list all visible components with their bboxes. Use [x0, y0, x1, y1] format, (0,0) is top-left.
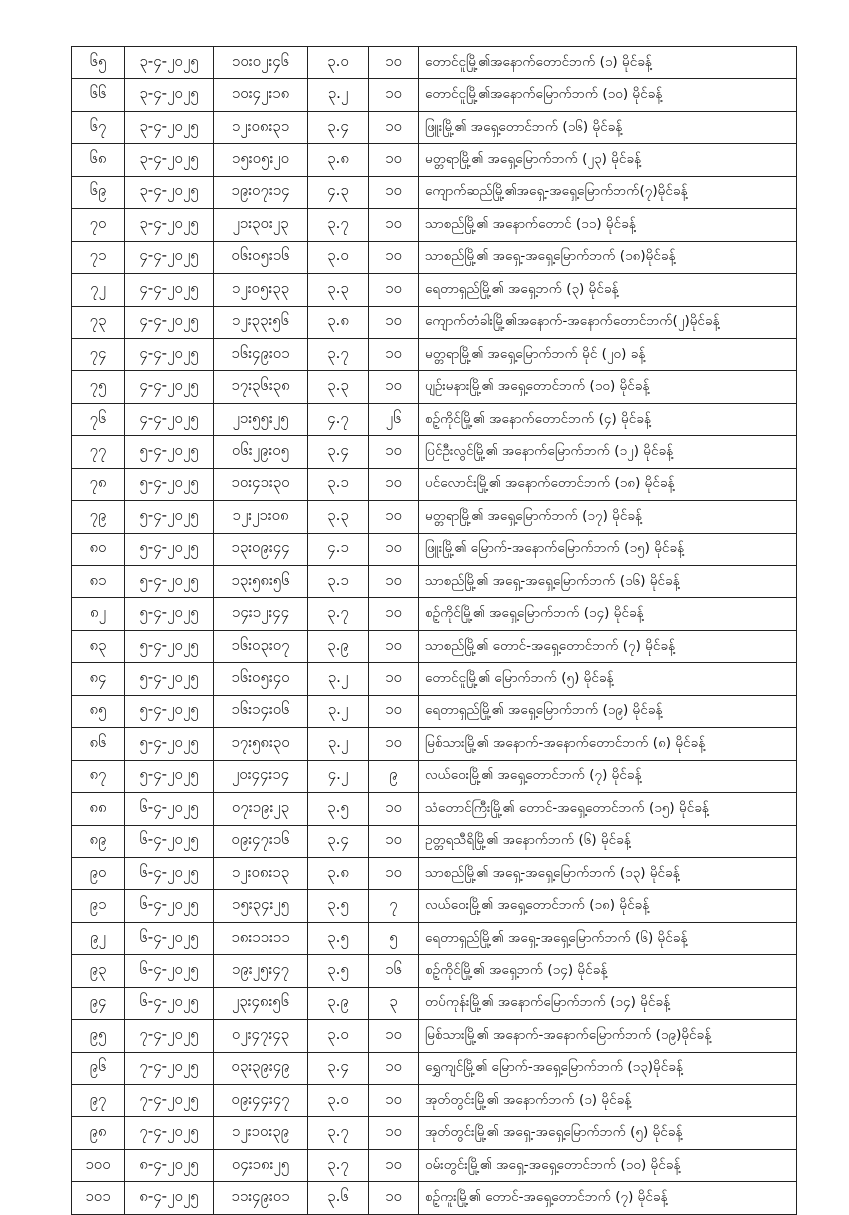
event-date-cell: ၈-၄-၂၀၂၅ [125, 1182, 214, 1214]
table-row [72, 598, 797, 630]
location-cell: တောင်ငူမြို့၏အနောက်တောင်ဘက် (၁) မိုင်ခန့် [419, 47, 797, 79]
magnitude-cell: ၃.၄ [308, 111, 369, 143]
location-cell: သာစည်မြို့၏ အရှေ့-အရှေ့မြောက်ဘက် (၁၈)မိုင်ခန့် [419, 241, 797, 273]
depth-cell: ၃ [369, 987, 419, 1019]
row-number-cell: ၉၈ [72, 1117, 125, 1149]
magnitude-cell: ၃.၀ [308, 1020, 369, 1052]
table-row [72, 1117, 797, 1149]
event-time-cell: ၁၅း၃၄း၂၅ [214, 890, 308, 922]
earthquake-table-container [71, 46, 797, 1215]
magnitude-cell: ၄.၂ [308, 760, 369, 792]
event-time-cell: ၁၂း၀၈း၁၃ [214, 857, 308, 889]
row-number-cell: ၈၁ [72, 566, 125, 598]
table-row [72, 1085, 797, 1117]
table-row [72, 955, 797, 987]
event-time-cell: ၁၀း၀၂း၄၆ [214, 47, 308, 79]
row-number-cell: ၈၈ [72, 793, 125, 825]
magnitude-cell: ၃.၇ [308, 1117, 369, 1149]
table-row [72, 47, 797, 79]
table-row [72, 176, 797, 208]
row-number-cell: ၉၆ [72, 1052, 125, 1084]
depth-cell: ၁၀ [369, 1149, 419, 1181]
table-row [72, 274, 797, 306]
event-time-cell: ၁၆း၀၃း၀၇ [214, 630, 308, 662]
table-row [72, 793, 797, 825]
location-cell: ပြင်ဦးလွင်မြို့၏ အနောက်မြောက်ဘက် (၁၂) မိုင်ခန့် [419, 436, 797, 468]
location-cell: သာစည်မြို့၏ အရှေ့-အရှေ့မြောက်ဘက် (၁၆) မိုင်ခန့် [419, 566, 797, 598]
row-number-cell: ၇၄ [72, 338, 125, 370]
event-time-cell: ၁၁း၄၉း၀၁ [214, 1182, 308, 1214]
location-cell: တပ်ကုန်းမြို့၏ အနောက်မြောက်ဘက် (၁၄) မိုင်ခန့် [419, 987, 797, 1019]
location-cell: အုတ်တွင်းမြို့၏ အနောက်ဘက် (၁) မိုင်ခန့် [419, 1085, 797, 1117]
event-time-cell: ၁၂း၀၅း၃၃ [214, 274, 308, 306]
row-number-cell: ၉၁ [72, 890, 125, 922]
event-date-cell: ၄-၄-၂၀၂၅ [125, 338, 214, 370]
location-cell: မြစ်သားမြို့၏ အနောက်-အနောက်မြောက်ဘက် (၁၉)မိုင်ခန့် [419, 1020, 797, 1052]
depth-cell: ၁၀ [369, 274, 419, 306]
depth-cell: ၁၀ [369, 111, 419, 143]
row-number-cell: ၁၀၁ [72, 1182, 125, 1214]
magnitude-cell: ၃.၁ [308, 468, 369, 500]
magnitude-cell: ၃.၂ [308, 79, 369, 111]
row-number-cell: ၈၃ [72, 630, 125, 662]
event-date-cell: ၅-၄-၂၀၂၅ [125, 501, 214, 533]
magnitude-cell: ၃.၇ [308, 209, 369, 241]
location-cell: လယ်ဝေးမြို့၏ အရှေ့တောင်ဘက် (၇) မိုင်ခန့် [419, 760, 797, 792]
table-row [72, 922, 797, 954]
location-cell: မတ္တရာမြို့၏ အရှေ့မြောက်ဘက် (၁၇) မိုင်ခန့် [419, 501, 797, 533]
location-cell: တောင်ငူမြို့၏အနောက်မြောက်ဘက် (၁၀) မိုင်ခန့် [419, 79, 797, 111]
depth-cell: ၁၀ [369, 728, 419, 760]
event-date-cell: ၃-၄-၂၀၂၅ [125, 209, 214, 241]
location-cell: သာစည်မြို့၏ အရှေ့-အရှေ့မြောက်ဘက် (၁၃) မိုင်ခန့် [419, 857, 797, 889]
row-number-cell: ၇၅ [72, 371, 125, 403]
depth-cell: ၁၀ [369, 436, 419, 468]
magnitude-cell: ၃.၈ [308, 144, 369, 176]
location-cell: မြစ်သားမြို့၏ အနောက်-အနောက်တောင်ဘက် (၈) မိုင်ခန့် [419, 728, 797, 760]
magnitude-cell: ၃.၉ [308, 630, 369, 662]
row-number-cell: ၇၈ [72, 468, 125, 500]
event-time-cell: ၂၀း၄၄း၁၄ [214, 760, 308, 792]
row-number-cell: ၆၇ [72, 111, 125, 143]
location-cell: ဖြူးမြို့၏ မြောက်-အနောက်မြောက်ဘက် (၁၅) မိုင်ခန့် [419, 533, 797, 565]
depth-cell: ၁၀ [369, 1117, 419, 1149]
event-time-cell: ၁၉း၂၅း၄၇ [214, 955, 308, 987]
location-cell: ဝမ်းတွင်းမြို့၏ အရှေ့-အရှေ့တောင်ဘက် (၁၀) မိုင်ခန့် [419, 1149, 797, 1181]
event-date-cell: ၅-၄-၂၀၂၅ [125, 468, 214, 500]
depth-cell: ၁၀ [369, 306, 419, 338]
event-time-cell: ၁၂း၃၃း၅၆ [214, 306, 308, 338]
location-cell: ရေတာရှည်မြို့၏ အရှေ့-အရှေ့မြောက်ဘက် (၆) မိုင်ခန့် [419, 922, 797, 954]
depth-cell: ၁၀ [369, 1085, 419, 1117]
location-cell: ရေတာရှည်မြို့၏ အရှေ့မြောက်ဘက် (၁၉) မိုင်ခန့် [419, 695, 797, 727]
location-cell: ကျောက်တံခါးမြို့၏အနောက်-အနောက်တောင်ဘက်(၂)မိုင်ခန့် [419, 306, 797, 338]
row-number-cell: ၈၇ [72, 760, 125, 792]
table-row [72, 144, 797, 176]
row-number-cell: ၉၀ [72, 857, 125, 889]
event-time-cell: ၀၉း၄၄း၄၇ [214, 1085, 308, 1117]
table-row [72, 79, 797, 111]
row-number-cell: ၇၃ [72, 306, 125, 338]
row-number-cell: ၆၉ [72, 176, 125, 208]
event-time-cell: ၁၂း၁၀း၃၉ [214, 1117, 308, 1149]
depth-cell: ၁၀ [369, 630, 419, 662]
location-cell: ရေတာရှည်မြို့၏ အရှေ့ဘက် (၃) မိုင်ခန့် [419, 274, 797, 306]
event-time-cell: ၂၃း၄၈း၅၆ [214, 987, 308, 1019]
magnitude-cell: ၃.၇ [308, 338, 369, 370]
event-date-cell: ၅-၄-၂၀၂၅ [125, 663, 214, 695]
table-row [72, 468, 797, 500]
location-cell: သာစည်မြို့၏ အနောက်တောင် (၁၁) မိုင်ခန့် [419, 209, 797, 241]
table-row [72, 987, 797, 1019]
row-number-cell: ၆၆ [72, 79, 125, 111]
event-time-cell: ၂၁း၅၅း၂၅ [214, 403, 308, 435]
earthquake-table [71, 46, 797, 1215]
row-number-cell: ၉၃ [72, 955, 125, 987]
event-time-cell: ၁၆း၀၅း၄၀ [214, 663, 308, 695]
depth-cell: ၁၀ [369, 1052, 419, 1084]
magnitude-cell: ၃.၂ [308, 663, 369, 695]
table-row [72, 533, 797, 565]
magnitude-cell: ၃.၈ [308, 857, 369, 889]
magnitude-cell: ၃.၈ [308, 306, 369, 338]
event-date-cell: ၈-၄-၂၀၂၅ [125, 1149, 214, 1181]
row-number-cell: ၇၁ [72, 241, 125, 273]
location-cell: စဉ့်ကိုင်မြို့၏ အရှေ့ဘက် (၁၄) မိုင်ခန့် [419, 955, 797, 987]
magnitude-cell: ၃.၀ [308, 241, 369, 273]
table-row [72, 728, 797, 760]
magnitude-cell: ၄.၇ [308, 403, 369, 435]
depth-cell: ၅ [369, 922, 419, 954]
event-date-cell: ၃-၄-၂၀၂၅ [125, 47, 214, 79]
table-row [72, 825, 797, 857]
magnitude-cell: ၃.၂ [308, 728, 369, 760]
magnitude-cell: ၃.၅ [308, 955, 369, 987]
event-date-cell: ၄-၄-၂၀၂၅ [125, 241, 214, 273]
depth-cell: ၁၀ [369, 1182, 419, 1214]
magnitude-cell: ၃.၅ [308, 922, 369, 954]
event-time-cell: ၁၆း၁၄း၀၆ [214, 695, 308, 727]
location-cell: သံတောင်ကြီးမြို့၏ တောင်-အရှေ့တောင်ဘက် (၁၅) မိုင်ခန့် [419, 793, 797, 825]
table-row [72, 1182, 797, 1214]
table-row [72, 436, 797, 468]
event-date-cell: ၅-၄-၂၀၂၅ [125, 728, 214, 760]
magnitude-cell: ၄.၁ [308, 533, 369, 565]
event-date-cell: ၆-၄-၂၀၂၅ [125, 793, 214, 825]
table-row [72, 209, 797, 241]
event-time-cell: ၁၉း၀၇း၁၄ [214, 176, 308, 208]
depth-cell: ၇ [369, 890, 419, 922]
event-time-cell: ၀၂း၄၇း၄၃ [214, 1020, 308, 1052]
location-cell: မတ္တရာမြို့၏ အရှေ့မြောက်ဘက် (၂၃) မိုင်ခန့် [419, 144, 797, 176]
table-row [72, 695, 797, 727]
table-row [72, 890, 797, 922]
depth-cell: ၁၀ [369, 338, 419, 370]
event-time-cell: ၁၀း၄၁း၃၀ [214, 468, 308, 500]
magnitude-cell: ၃.၅ [308, 890, 369, 922]
depth-cell: ၁၀ [369, 144, 419, 176]
event-date-cell: ၅-၄-၂၀၂၅ [125, 566, 214, 598]
event-time-cell: ၁၅း၀၅း၂၀ [214, 144, 308, 176]
location-cell: မတ္တရာမြို့၏ အရှေ့မြောက်ဘက် မိုင် (၂၀) ခန့် [419, 338, 797, 370]
event-time-cell: ၀၉း၄၇း၁၆ [214, 825, 308, 857]
table-row [72, 760, 797, 792]
table-row [72, 1020, 797, 1052]
event-time-cell: ၁၀း၄၂း၁၈ [214, 79, 308, 111]
location-cell: ရွှေကျင်မြို့၏ မြောက်-အရှေ့မြောက်ဘက် (၁၃)မိုင်ခန့် [419, 1052, 797, 1084]
event-time-cell: ၀၄း၁၈း၂၅ [214, 1149, 308, 1181]
event-date-cell: ၇-၄-၂၀၂၅ [125, 1052, 214, 1084]
event-time-cell: ၁၈း၁၁း၁၁ [214, 922, 308, 954]
depth-cell: ၁၀ [369, 241, 419, 273]
table-row [72, 403, 797, 435]
depth-cell: ၁၀ [369, 47, 419, 79]
magnitude-cell: ၃.၇ [308, 1149, 369, 1181]
event-date-cell: ၅-၄-၂၀၂၅ [125, 533, 214, 565]
magnitude-cell: ၃.၇ [308, 598, 369, 630]
event-time-cell: ၀၃း၃၉း၄၉ [214, 1052, 308, 1084]
event-time-cell: ၁၇း၃၆း၃၈ [214, 371, 308, 403]
location-cell: ပျဉ်းမနားမြို့၏ အရှေ့တောင်ဘက် (၁၀) မိုင်ခန့် [419, 371, 797, 403]
depth-cell: ၁၀ [369, 371, 419, 403]
magnitude-cell: ၃.၆ [308, 1182, 369, 1214]
location-cell: အုတ်တွင်းမြို့၏ အရှေ့-အရှေ့မြောက်ဘက် (၅) မိုင်ခန့် [419, 1117, 797, 1149]
location-cell: စဉ့်ကူးမြို့၏ တောင်-အရှေ့တောင်ဘက် (၇) မိုင်ခန့် [419, 1182, 797, 1214]
depth-cell: ၁၀ [369, 793, 419, 825]
location-cell: လယ်ဝေးမြို့၏ အရှေ့တောင်ဘက် (၁၈) မိုင်ခန့် [419, 890, 797, 922]
event-time-cell: ၂၁း၃၀း၂၃ [214, 209, 308, 241]
depth-cell: ၂၆ [369, 403, 419, 435]
event-time-cell: ၁၇း၅၈း၃၀ [214, 728, 308, 760]
event-time-cell: ၁၆း၄၉း၀၁ [214, 338, 308, 370]
event-time-cell: ၁၂း၀၈း၃၁ [214, 111, 308, 143]
event-date-cell: ၄-၄-၂၀၂၅ [125, 371, 214, 403]
magnitude-cell: ၃.၀ [308, 1085, 369, 1117]
depth-cell: ၁၆ [369, 955, 419, 987]
event-time-cell: ၁၃း၀၉း၄၄ [214, 533, 308, 565]
depth-cell: ၁၀ [369, 533, 419, 565]
event-date-cell: ၃-၄-၂၀၂၅ [125, 111, 214, 143]
event-date-cell: ၆-၄-၂၀၂၅ [125, 825, 214, 857]
depth-cell: ၁၀ [369, 209, 419, 241]
table-row [72, 663, 797, 695]
magnitude-cell: ၃.၃ [308, 371, 369, 403]
event-date-cell: ၆-၄-၂၀၂၅ [125, 955, 214, 987]
table-row [72, 566, 797, 598]
depth-cell: ၁၀ [369, 468, 419, 500]
row-number-cell: ၁၀၀ [72, 1149, 125, 1181]
event-date-cell: ၄-၄-၂၀၂၅ [125, 306, 214, 338]
table-row [72, 857, 797, 889]
depth-cell: ၁၀ [369, 663, 419, 695]
depth-cell: ၁၀ [369, 857, 419, 889]
magnitude-cell: ၃.၄ [308, 1052, 369, 1084]
event-time-cell: ၀၇း၁၉း၂၃ [214, 793, 308, 825]
depth-cell: ၁၀ [369, 825, 419, 857]
event-time-cell: ၁၂း၂၁း၀၈ [214, 501, 308, 533]
event-time-cell: ၁၄း၁၂း၄၄ [214, 598, 308, 630]
event-date-cell: ၅-၄-၂၀၂၅ [125, 760, 214, 792]
magnitude-cell: ၃.၀ [308, 47, 369, 79]
location-cell: ပင်လောင်းမြို့၏ အနောက်တောင်ဘက် (၁၈) မိုင်ခန့် [419, 468, 797, 500]
row-number-cell: ၈၆ [72, 728, 125, 760]
table-row [72, 306, 797, 338]
magnitude-cell: ၃.၉ [308, 987, 369, 1019]
location-cell: သာစည်မြို့၏ တောင်-အရှေ့တောင်ဘက် (၇) မိုင်ခန့် [419, 630, 797, 662]
event-date-cell: ၆-၄-၂၀၂၅ [125, 890, 214, 922]
row-number-cell: ၈၄ [72, 663, 125, 695]
row-number-cell: ၈၅ [72, 695, 125, 727]
magnitude-cell: ၃.၄ [308, 825, 369, 857]
event-date-cell: ၇-၄-၂၀၂၅ [125, 1020, 214, 1052]
earthquake-table-body [72, 47, 797, 1215]
row-number-cell: ၇၉ [72, 501, 125, 533]
location-cell: ကျောက်ဆည်မြို့၏အရှေ့-အရှေ့မြောက်ဘက်(၇)မိုင်ခန့် [419, 176, 797, 208]
event-time-cell: ၀၆း၂၉း၀၅ [214, 436, 308, 468]
row-number-cell: ၉၂ [72, 922, 125, 954]
event-date-cell: ၄-၄-၂၀၂၅ [125, 274, 214, 306]
event-date-cell: ၅-၄-၂၀၂၅ [125, 695, 214, 727]
event-date-cell: ၆-၄-၂၀၂၅ [125, 922, 214, 954]
event-date-cell: ၅-၄-၂၀၂၅ [125, 436, 214, 468]
event-date-cell: ၃-၄-၂၀၂၅ [125, 144, 214, 176]
event-date-cell: ၃-၄-၂၀၂၅ [125, 176, 214, 208]
event-time-cell: ၀၆း၀၅း၁၆ [214, 241, 308, 273]
depth-cell: ၁၀ [369, 79, 419, 111]
table-row [72, 241, 797, 273]
row-number-cell: ၇၆ [72, 403, 125, 435]
row-number-cell: ၉၇ [72, 1085, 125, 1117]
row-number-cell: ၆၅ [72, 47, 125, 79]
location-cell: စဉ့်ကိုင်မြို့၏ အနောက်တောင်ဘက် (၄) မိုင်ခန့် [419, 403, 797, 435]
event-date-cell: ၅-၄-၂၀၂၅ [125, 630, 214, 662]
event-date-cell: ၄-၄-၂၀၂၅ [125, 403, 214, 435]
row-number-cell: ၈၂ [72, 598, 125, 630]
magnitude-cell: ၃.၃ [308, 274, 369, 306]
location-cell: ဥတ္တရသီရိမြို့၏ အနောက်ဘက် (၆) မိုင်ခန့် [419, 825, 797, 857]
event-date-cell: ၆-၄-၂၀၂၅ [125, 987, 214, 1019]
location-cell: ဖြူးမြို့၏ အရှေ့တောင်ဘက် (၁၆) မိုင်ခန့် [419, 111, 797, 143]
row-number-cell: ၈၀ [72, 533, 125, 565]
event-date-cell: ၇-၄-၂၀၂၅ [125, 1117, 214, 1149]
table-row [72, 1052, 797, 1084]
location-cell: တောင်ငူမြို့၏ မြောက်ဘက် (၅) မိုင်ခန့် [419, 663, 797, 695]
depth-cell: ၁၀ [369, 501, 419, 533]
row-number-cell: ၉၅ [72, 1020, 125, 1052]
depth-cell: ၁၀ [369, 566, 419, 598]
event-time-cell: ၁၃း၅၈း၅၆ [214, 566, 308, 598]
event-date-cell: ၃-၄-၂၀၂၅ [125, 79, 214, 111]
magnitude-cell: ၃.၅ [308, 793, 369, 825]
depth-cell: ၉ [369, 760, 419, 792]
row-number-cell: ၉၄ [72, 987, 125, 1019]
table-row [72, 338, 797, 370]
table-row [72, 630, 797, 662]
row-number-cell: ၈၉ [72, 825, 125, 857]
magnitude-cell: ၃.၃ [308, 501, 369, 533]
row-number-cell: ၆၈ [72, 144, 125, 176]
magnitude-cell: ၃.၂ [308, 695, 369, 727]
row-number-cell: ၇၇ [72, 436, 125, 468]
location-cell: စဉ့်ကိုင်မြို့၏ အရှေ့မြောက်ဘက် (၁၄) မိုင်ခန့် [419, 598, 797, 630]
row-number-cell: ၇၂ [72, 274, 125, 306]
table-row [72, 1149, 797, 1181]
depth-cell: ၁၀ [369, 695, 419, 727]
depth-cell: ၁၀ [369, 176, 419, 208]
magnitude-cell: ၄.၃ [308, 176, 369, 208]
magnitude-cell: ၃.၄ [308, 436, 369, 468]
event-date-cell: ၇-၄-၂၀၂၅ [125, 1085, 214, 1117]
magnitude-cell: ၃.၁ [308, 566, 369, 598]
table-row [72, 501, 797, 533]
table-row [72, 371, 797, 403]
table-row [72, 111, 797, 143]
depth-cell: ၁၀ [369, 1020, 419, 1052]
row-number-cell: ၇၀ [72, 209, 125, 241]
depth-cell: ၁၀ [369, 598, 419, 630]
event-date-cell: ၅-၄-၂၀၂၅ [125, 598, 214, 630]
event-date-cell: ၆-၄-၂၀၂၅ [125, 857, 214, 889]
